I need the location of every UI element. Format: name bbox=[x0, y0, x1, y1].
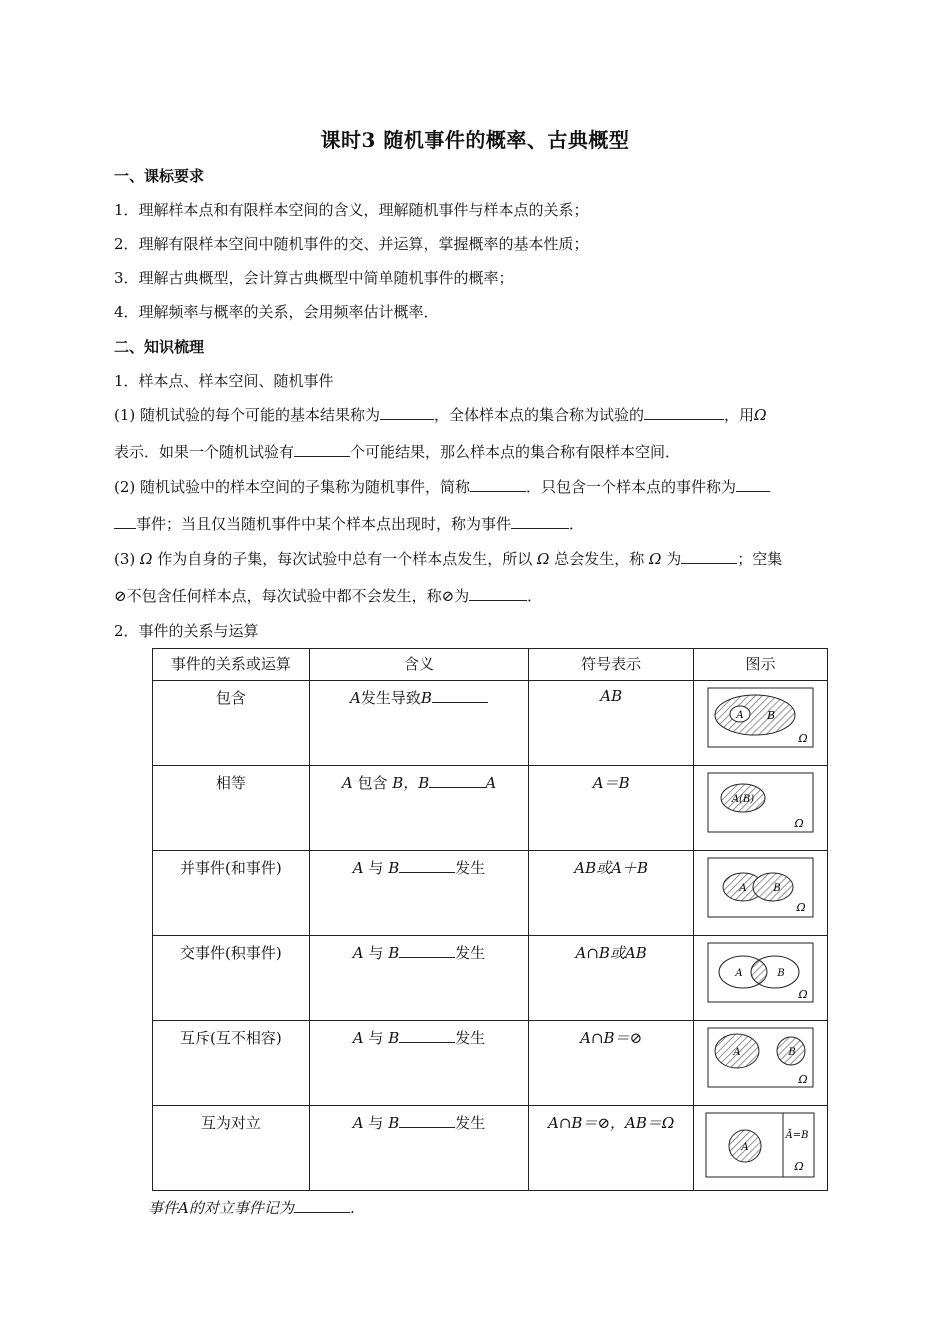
label-a: A bbox=[735, 710, 744, 721]
meaning-cell: A 与 B 发生 bbox=[309, 1106, 529, 1191]
table-header-row bbox=[153, 649, 828, 681]
label-abar-b: Ā=B bbox=[785, 1130, 808, 1141]
subheading-sample-space: 1．样本点、样本空间、随机事件 bbox=[114, 372, 334, 390]
label-omega: Ω bbox=[797, 1073, 808, 1086]
label-omega: Ω bbox=[797, 988, 808, 1001]
label-omega: Ω bbox=[793, 817, 804, 830]
requirement-2: 2．理解有限样本空间中随机事件的交、并运算，掌握概率的基本性质； bbox=[114, 235, 589, 253]
fill-blank[interactable] bbox=[432, 688, 488, 703]
header-relation: 事件的关系或运算 bbox=[153, 649, 310, 681]
venn-complement-diagram bbox=[705, 1112, 817, 1180]
header-meaning: 含义 bbox=[309, 649, 529, 681]
label-b: B bbox=[776, 968, 785, 979]
diagram-cell bbox=[694, 681, 828, 766]
label-omega: Ω bbox=[793, 1160, 804, 1173]
label-a: A bbox=[732, 1047, 741, 1058]
symbol-cell: AB或A＋B bbox=[529, 851, 694, 936]
section2-heading: 二、知识梳理 bbox=[114, 338, 205, 356]
relation-cell: 互为对立 bbox=[153, 1106, 310, 1191]
header-diagram: 图示 bbox=[694, 649, 828, 681]
venn-mutex-diagram bbox=[707, 1027, 815, 1089]
fill-blank[interactable] bbox=[681, 549, 737, 564]
fill-blank[interactable] bbox=[429, 773, 485, 788]
meaning-cell: A发生导致B bbox=[309, 681, 529, 766]
diagram-cell bbox=[694, 766, 828, 851]
diagram-cell bbox=[694, 1106, 828, 1191]
fill-blank[interactable] bbox=[644, 405, 724, 420]
table-row bbox=[153, 766, 828, 851]
event-relations-table bbox=[152, 648, 828, 1191]
symbol-cell: A∩B＝⊘，AB＝Ω bbox=[529, 1106, 694, 1191]
label-a: A bbox=[734, 968, 743, 979]
requirement-3: 3．理解古典概型，会计算古典概型中简单随机事件的概率； bbox=[114, 269, 514, 287]
fill-blank[interactable] bbox=[294, 1198, 350, 1213]
requirement-1: 1．理解样本点和有限样本空间的含义，理解随机事件与样本点的关系； bbox=[114, 201, 589, 219]
symbol-cell: A∩B或AB bbox=[529, 936, 694, 1021]
relation-cell: 交事件(积事件) bbox=[153, 936, 310, 1021]
label-b: B bbox=[766, 709, 775, 722]
paragraph-2-line-2: 事件；当且仅当随机事件中某个样本点出现时，称为事件 ． bbox=[114, 513, 584, 534]
label-a: A bbox=[740, 1142, 749, 1153]
fill-blank[interactable] bbox=[736, 477, 770, 492]
paragraph-1-line-1: (1) 随机试验的每个可能的基本结果称为 ，全体样本点的集合称为试验的 ，用Ω bbox=[114, 406, 767, 424]
fill-blank[interactable] bbox=[469, 586, 527, 601]
relation-cell: 互斥(互不相容) bbox=[153, 1021, 310, 1106]
label-b: B bbox=[772, 883, 781, 894]
fill-blank[interactable] bbox=[399, 943, 455, 958]
diagram-cell bbox=[694, 1021, 828, 1106]
symbol-cell: A＝B bbox=[529, 766, 694, 851]
diagram-cell bbox=[694, 936, 828, 1021]
fill-blank[interactable] bbox=[470, 477, 526, 492]
paragraph-2-line-1: (2) 随机试验中的样本空间的子集称为随机事件，简称 ．只包含一个样本点的事件称为 bbox=[114, 476, 770, 497]
table-row bbox=[153, 681, 828, 766]
label-ab: A(B) bbox=[731, 794, 754, 805]
relation-cell: 包含 bbox=[153, 681, 310, 766]
table-row bbox=[153, 1021, 828, 1106]
table-row bbox=[153, 1106, 828, 1191]
header-symbol: 符号表示 bbox=[529, 649, 694, 681]
label-omega: Ω bbox=[795, 901, 806, 914]
subheading-event-relations: 2．事件的关系与运算 bbox=[114, 622, 259, 640]
venn-union-diagram bbox=[707, 857, 815, 919]
meaning-cell: A 与 B 发生 bbox=[309, 1021, 529, 1106]
fill-blank[interactable] bbox=[399, 1028, 455, 1043]
fill-blank[interactable] bbox=[294, 442, 350, 457]
meaning-cell: A 与 B 发生 bbox=[309, 851, 529, 936]
table-row bbox=[153, 936, 828, 1021]
fill-blank[interactable] bbox=[399, 858, 455, 873]
requirement-4: 4．理解频率与概率的关系，会用频率估计概率． bbox=[114, 303, 439, 321]
fill-blank[interactable] bbox=[114, 514, 136, 529]
relation-cell: 相等 bbox=[153, 766, 310, 851]
fill-blank[interactable] bbox=[511, 514, 569, 529]
label-a: A bbox=[738, 883, 747, 894]
fill-blank[interactable] bbox=[399, 1113, 455, 1128]
venn-equal-diagram bbox=[707, 772, 815, 834]
paragraph-3-line-2: ⊘不包含任何样本点，每次试验中都不会发生，称⊘为 ． bbox=[114, 587, 543, 605]
fill-blank[interactable] bbox=[380, 405, 434, 420]
diagram-cell bbox=[694, 851, 828, 936]
venn-subset-diagram bbox=[707, 687, 815, 749]
label-b: B bbox=[787, 1047, 796, 1058]
venn-intersection-diagram bbox=[707, 942, 815, 1004]
relation-cell: 并事件(和事件) bbox=[153, 851, 310, 936]
complement-note: 事件A的对立事件记为 ． bbox=[148, 1199, 365, 1217]
section1-heading: 一、课标要求 bbox=[114, 167, 205, 185]
paragraph-1-line-2: 表示．如果一个随机试验有 个可能结果，那么样本点的集合称有限样本空间． bbox=[114, 443, 681, 461]
paragraph-3-line-1: (3) Ω 作为自身的子集，每次试验中总有一个样本点发生，所以 Ω 总会发生，称 Ω 为 ；空集 bbox=[114, 550, 783, 568]
page-title: 课时3 随机事件的概率、古典概型 bbox=[320, 128, 630, 152]
symbol-cell: AB bbox=[529, 681, 694, 766]
table-row bbox=[153, 851, 828, 936]
meaning-cell: A 包含 B，B A bbox=[309, 766, 529, 851]
meaning-cell: A 与 B 发生 bbox=[309, 936, 529, 1021]
symbol-cell: A∩B＝⊘ bbox=[529, 1021, 694, 1106]
label-omega: Ω bbox=[797, 732, 808, 745]
